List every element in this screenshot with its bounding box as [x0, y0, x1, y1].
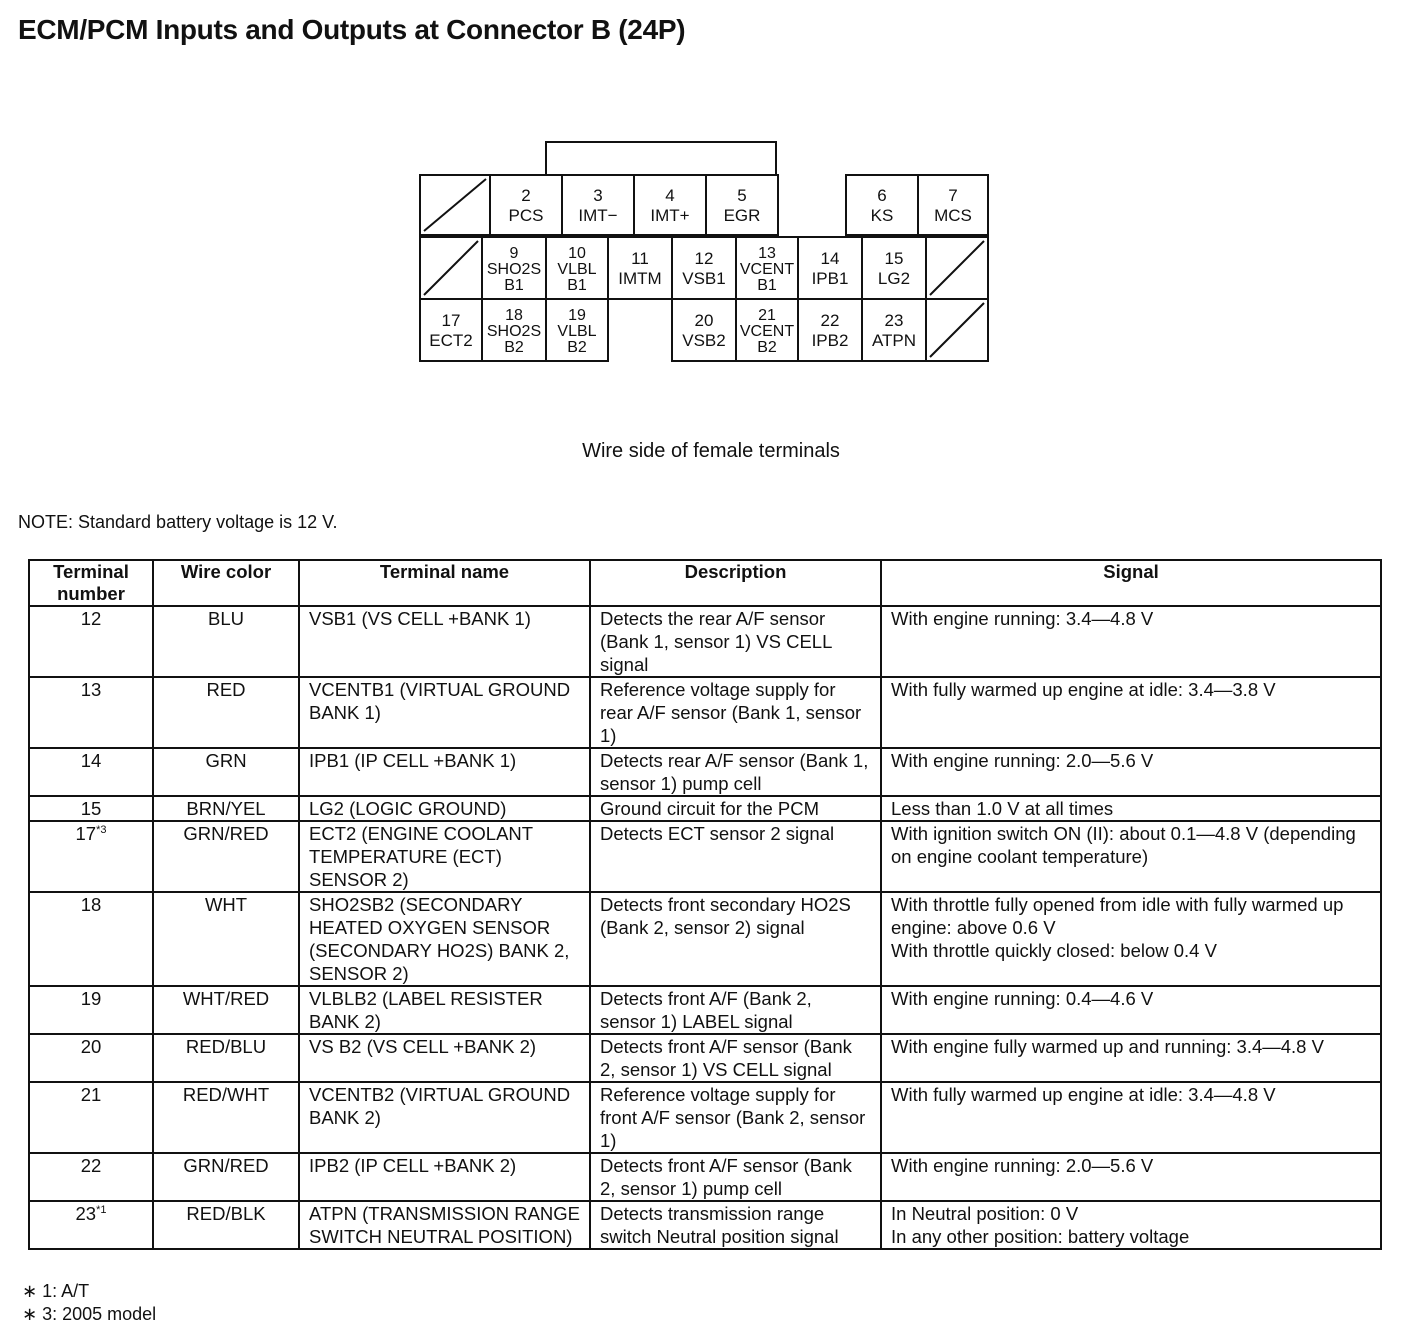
terminal-name-label: PCS — [508, 206, 544, 225]
terminal-name-label: B2 — [504, 339, 524, 356]
col-terminal-name: Terminal name — [299, 560, 590, 606]
table-row — [29, 1034, 1381, 1082]
terminal-name-label: IMT− — [578, 206, 618, 225]
cell-terminal-number — [29, 986, 153, 1034]
terminal-name-label: B2 — [567, 339, 587, 356]
cell-terminal-number — [29, 677, 153, 748]
cell-description: Detects front secondary HO2S (Bank 2, sensor 2) signal — [590, 892, 881, 986]
terminal-number-label: 17 — [441, 311, 461, 330]
table-row — [29, 677, 1381, 748]
cell-terminal-name: VCENTB2 (VIRTUAL GROUND BANK 2) — [299, 1082, 590, 1153]
cell-terminal-number — [29, 1034, 153, 1082]
cell-signal: With ignition switch ON (II): about 0.1—4.8 V (depending on engine coolant temperature) — [881, 821, 1381, 892]
terminal-number: 17 — [75, 823, 97, 844]
terminal-name-label: IMT+ — [650, 206, 690, 225]
table-row — [29, 606, 1381, 677]
terminal-number-label: 13 — [758, 245, 776, 262]
terminal-number-label: 22 — [820, 311, 840, 330]
terminal-number-label: 19 — [568, 307, 586, 324]
cell-description: Detects front A/F (Bank 2, sensor 1) LABEL signal — [590, 986, 881, 1034]
cell-description: Reference voltage supply for front A/F sensor (Bank 2, sensor 1) — [590, 1082, 881, 1153]
cell-description: Detects front A/F sensor (Bank 2, sensor 1) pump cell — [590, 1153, 881, 1201]
terminal-number-label: 15 — [884, 249, 904, 268]
terminal-name-label: SHO2S — [486, 323, 542, 340]
terminal-number-label: 6 — [877, 186, 887, 205]
cell-wire-color: WHT — [153, 892, 299, 986]
cell-description: Detects rear A/F sensor (Bank 1, sensor 1) pump cell — [590, 748, 881, 796]
terminal-name-label: VLBL — [557, 261, 597, 278]
terminal-number-label: 23 — [884, 311, 904, 330]
cell-wire-color: GRN/RED — [153, 1153, 299, 1201]
terminal-number-label: 2 — [521, 186, 531, 205]
terminal-number-label: 9 — [509, 245, 519, 262]
cell-terminal-number — [29, 821, 153, 892]
connector-caption: Wire side of female terminals — [582, 440, 840, 462]
cell-signal: With engine running: 3.4—4.8 V — [881, 606, 1381, 677]
footnote-3: ∗ 3: 2005 model — [22, 1304, 157, 1324]
footnotes — [22, 1280, 156, 1326]
table-row — [29, 1153, 1381, 1201]
cell-wire-color: BLU — [153, 606, 299, 677]
cell-terminal-name: VLBLB2 (LABEL RESISTER BANK 2) — [299, 986, 590, 1034]
terminal-name-label: IPB1 — [811, 269, 849, 288]
cell-terminal-number — [29, 892, 153, 986]
terminal-name-label: VLBL — [557, 323, 597, 340]
cell-terminal-number — [29, 1201, 153, 1249]
col-wire-color: Wire color — [153, 560, 299, 606]
cell-signal: With engine running: 0.4—4.6 V — [881, 986, 1381, 1034]
footnote-1: ∗ 1: A/T — [22, 1281, 90, 1301]
cell-signal: With engine running: 2.0—5.6 V — [881, 1153, 1381, 1201]
table-row — [29, 821, 1381, 892]
cell-description: Detects ECT sensor 2 signal — [590, 821, 881, 892]
terminal-number: 23 — [75, 1203, 97, 1224]
terminal-number-label: 21 — [758, 307, 776, 324]
cell-terminal-name: VSB1 (VS CELL +BANK 1) — [299, 606, 590, 677]
terminal-number-label: 18 — [505, 307, 523, 324]
cell-description: Detects front A/F sensor (Bank 2, sensor 1) VS CELL signal — [590, 1034, 881, 1082]
cell-terminal-name: LG2 (LOGIC GROUND) — [299, 796, 590, 821]
terminal-name-label: LG2 — [877, 269, 911, 288]
terminal-number-label: 10 — [568, 245, 586, 262]
terminal-number: 21 — [80, 1084, 102, 1105]
terminal-name-label: VCENT — [739, 323, 795, 340]
col-description: Description — [590, 560, 881, 606]
cell-wire-color: BRN/YEL — [153, 796, 299, 821]
terminal-name-label: MCS — [934, 206, 972, 225]
cell-description: Detects transmission range switch Neutral position signal — [590, 1201, 881, 1249]
connector-latch — [546, 142, 776, 175]
cell-signal: With throttle fully opened from idle with fully warmed up engine: above 0.6 V With throttle quickly closed: below 0.4 V — [881, 892, 1381, 986]
connector-diagram — [0, 0, 1408, 400]
unused-cavity-1 — [424, 179, 486, 231]
terminal-number: 12 — [80, 608, 102, 629]
terminal-number: 14 — [80, 750, 102, 771]
table-row — [29, 796, 1381, 821]
table-row — [29, 1201, 1381, 1249]
terminal-number-label: 3 — [593, 186, 603, 205]
cell-terminal-number — [29, 796, 153, 821]
terminal-name-label: VCENT — [739, 261, 795, 278]
cell-signal: In Neutral position: 0 V In any other position: battery voltage — [881, 1201, 1381, 1249]
terminal-number-label: 12 — [694, 249, 714, 268]
terminal-name-label: ECT2 — [429, 331, 473, 350]
cell-wire-color: RED/BLU — [153, 1034, 299, 1082]
col-terminal-number: Terminal number — [29, 560, 153, 606]
terminal-name-label: ATPN — [871, 331, 917, 350]
cell-terminal-name: ECT2 (ENGINE COOLANT TEMPERATURE (ECT) SENSOR 2) — [299, 821, 590, 892]
footnote-ref: *3 — [96, 823, 107, 836]
terminal-name-label: IMTM — [618, 269, 662, 288]
cell-terminal-number — [29, 1082, 153, 1153]
cell-signal: With engine running: 2.0—5.6 V — [881, 748, 1381, 796]
terminal-name-label: B1 — [504, 277, 524, 294]
terminal-number-label: 14 — [820, 249, 840, 268]
terminal-name-label: KS — [870, 206, 894, 225]
terminal-name-label: B2 — [757, 339, 777, 356]
terminal-number-label: 4 — [665, 186, 675, 205]
footnote-ref: *1 — [96, 1203, 107, 1216]
terminal-name-label: EGR — [723, 206, 761, 225]
table-row — [29, 892, 1381, 986]
terminal-number-label: 5 — [737, 186, 747, 205]
terminal-name-label: IPB2 — [811, 331, 849, 350]
terminal-number: 22 — [80, 1155, 102, 1176]
terminal-number-label: 7 — [948, 186, 958, 205]
col-signal: Signal — [881, 560, 1381, 606]
cell-description: Detects the rear A/F sensor (Bank 1, sensor 1) VS CELL signal — [590, 606, 881, 677]
battery-note: NOTE: Standard battery voltage is 12 V. — [18, 512, 338, 532]
table-row — [29, 748, 1381, 796]
cell-wire-color: RED — [153, 677, 299, 748]
terminal-number: 19 — [80, 988, 102, 1009]
terminal-name-label: VSB1 — [682, 269, 726, 288]
terminal-number: 13 — [80, 679, 102, 700]
table-row — [29, 986, 1381, 1034]
cell-terminal-name: IPB1 (IP CELL +BANK 1) — [299, 748, 590, 796]
cell-signal: With fully warmed up engine at idle: 3.4—4.8 V — [881, 1082, 1381, 1153]
unused-cavity-8 — [424, 241, 478, 295]
terminal-table — [28, 559, 1382, 1250]
cell-signal: Less than 1.0 V at all times — [881, 796, 1381, 821]
cell-wire-color: GRN — [153, 748, 299, 796]
terminal-number: 18 — [80, 894, 102, 915]
terminal-number: 15 — [80, 798, 102, 819]
cell-wire-color: RED/BLK — [153, 1201, 299, 1249]
cell-wire-color: RED/WHT — [153, 1082, 299, 1153]
table-header-row — [29, 560, 1381, 606]
page-title: ECM/PCM Inputs and Outputs at Connector B (24P) — [18, 14, 686, 45]
cell-terminal-number — [29, 606, 153, 677]
terminal-name-label: B1 — [567, 277, 587, 294]
cell-wire-color: WHT/RED — [153, 986, 299, 1034]
cell-terminal-name: IPB2 (IP CELL +BANK 2) — [299, 1153, 590, 1201]
cell-description: Reference voltage supply for rear A/F sensor (Bank 1, sensor 1) — [590, 677, 881, 748]
cell-terminal-number — [29, 748, 153, 796]
terminal-number: 20 — [80, 1036, 102, 1057]
cell-description: Ground circuit for the PCM — [590, 796, 881, 821]
unused-cavity-24 — [930, 303, 984, 357]
unused-cavity-16 — [930, 241, 984, 295]
cell-terminal-name: ATPN (TRANSMISSION RANGE SWITCH NEUTRAL POSITION) — [299, 1201, 590, 1249]
terminal-name-label: B1 — [757, 277, 777, 294]
cell-terminal-name: SHO2SB2 (SECONDARY HEATED OXYGEN SENSOR (SECONDARY HO2S) BANK 2, SENSOR 2) — [299, 892, 590, 986]
cell-wire-color: GRN/RED — [153, 821, 299, 892]
terminal-name-label: VSB2 — [682, 331, 726, 350]
terminal-number-label: 11 — [631, 249, 649, 268]
cell-signal: With fully warmed up engine at idle: 3.4—3.8 V — [881, 677, 1381, 748]
table-row — [29, 1082, 1381, 1153]
cell-terminal-name: VS B2 (VS CELL +BANK 2) — [299, 1034, 590, 1082]
terminal-number-label: 20 — [694, 311, 714, 330]
cell-terminal-number — [29, 1153, 153, 1201]
cell-signal: With engine fully warmed up and running: 3.4—4.8 V — [881, 1034, 1381, 1082]
terminal-name-label: SHO2S — [486, 261, 542, 278]
cell-terminal-name: VCENTB1 (VIRTUAL GROUND BANK 1) — [299, 677, 590, 748]
